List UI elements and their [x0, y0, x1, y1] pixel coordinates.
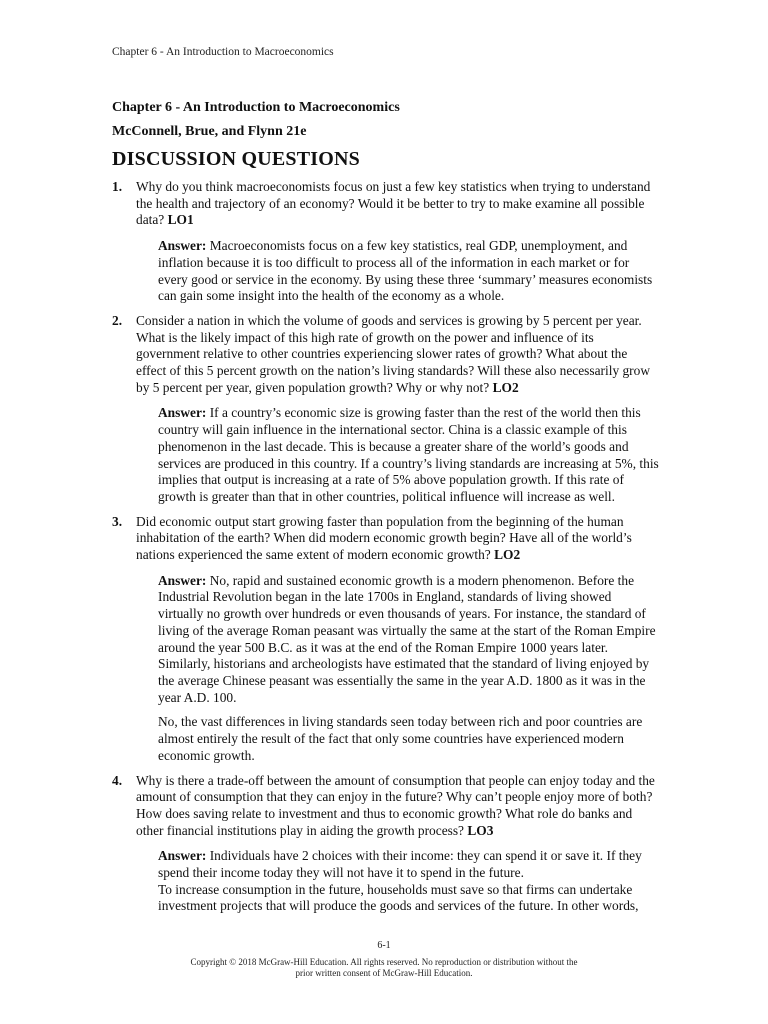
- answer-block: [158, 848, 660, 915]
- authors-edition: McConnell, Brue, and Flynn 21e: [112, 124, 307, 139]
- page-footer: [0, 940, 768, 979]
- answer-text: If a country’s economic size is growing faster than the rest of the world then this country will gain influence in the international sector. China is a classic example of this phenomenon in the last decade. This is because a greater share of the world’s goods and services are produced in this country. If a country’s living standards are increasing at 5%, this implies that output is increasing at a rate of 5% above population growth. If this rate of growth is greater than that in other countries, political influence will increase as well.: [158, 405, 659, 504]
- answer-text: No, rapid and sustained economic growth is a modern phenomenon. Before the Industrial Revolution began in the late 1700s in England, standards of living showed virtually no growth over hundreds or even thousands of years. For instance, the standard of living of the average Roman peasant was virtually the same at the start of the Roman Empire around the year 500 B.C. as it was at the end of the Roman Empire 1000 years later. Similarly, historians and archeologists have estimated that the standard of living enjoyed by the average Chinese peasant was essentially the same in the year A.D. 1800 as it was in the year A.D. 100.: [158, 572, 656, 705]
- page-number: 6-1: [377, 940, 391, 951]
- running-header: Chapter 6 - An Introduction to Macroeconomics: [112, 46, 334, 58]
- learning-objective: LO1: [167, 212, 194, 228]
- question-3: [112, 514, 660, 765]
- answer-continuation: No, the vast differences in living standards seen today between rich and poor countries are almost entirely the result of the fact that only some countries have experienced modern economic growth.: [158, 714, 643, 763]
- question-1: [112, 179, 660, 305]
- answer-block: [158, 238, 660, 305]
- answer-block: [158, 573, 660, 765]
- learning-objective: LO3: [467, 822, 494, 838]
- answer-block: [158, 405, 660, 505]
- question-number: 2.: [112, 312, 123, 328]
- answer-continuation: To increase consumption in the future, households must save so that firms can undertake investment projects that will produce the goods and services of the future. In other words,: [158, 881, 639, 914]
- answer-label: Answer:: [158, 405, 207, 421]
- question-text: Did economic output start growing faster than population from the beginning of the human inhabitation of the earth? When did modern economic growth begin? Have all of the world’s nations experienced the same extent of modern economic growth? LO2: [136, 513, 632, 563]
- question-number: 1.: [112, 179, 123, 194]
- question-text: Why do you think macroeconomists focus on just a few key statistics when trying to understand the health and trajectory of an economy? Would it be better to try to make examine all possible data? LO1: [136, 179, 651, 228]
- section-heading: DISCUSSION QUESTIONS: [112, 148, 360, 170]
- answer-label: Answer:: [158, 848, 207, 864]
- learning-objective: LO2: [494, 547, 521, 563]
- chapter-title: Chapter 6 - An Introduction to Macroeconomics: [112, 100, 400, 115]
- question-4: [112, 773, 660, 916]
- question-2: [112, 313, 660, 506]
- answer-text: Macroeconomists focus on a few key statistics, real GDP, unemployment, and inflation because it is too difficult to process all of the information in each market or for every good or service in the economy. By using these three ‘summary’ measures economists can gain some insight into the health of the economy as a whole.: [158, 238, 653, 304]
- question-list: [112, 179, 660, 923]
- question-number: 3.: [112, 513, 123, 529]
- answer-label: Answer:: [158, 572, 207, 588]
- question-number: 4.: [112, 772, 123, 788]
- answer-label: Answer:: [158, 238, 207, 254]
- question-text: Consider a nation in which the volume of goods and services is growing by 5 percent per year. What is the likely impact of this high rate of growth on the power and influence of its government relative to other countries experiencing slower rates of growth? What about the effect of this 5 percent growth on the nation’s living standards? Will these also necessarily grow by 5 percent per year, given population growth? Why or why not? LO2: [136, 312, 651, 395]
- copyright-notice: Copyright © 2018 McGraw-Hill Education. All rights reserved. No reproduction or distribution without the prior written consent of McGraw-Hill Education.: [190, 957, 578, 978]
- answer-text: Individuals have 2 choices with their income: they can spend it or save it. If they spend their income today they will not have it to spend in the future.: [158, 848, 642, 881]
- learning-objective: LO2: [492, 379, 519, 395]
- question-text: Why is there a trade-off between the amount of consumption that people can enjoy today and the amount of consumption that they can enjoy in the future? Why can’t people enjoy more of both? How does saving relate to investment and thus to economic growth? What role do banks and other financial institutions play in aiding the growth process? LO3: [136, 772, 655, 838]
